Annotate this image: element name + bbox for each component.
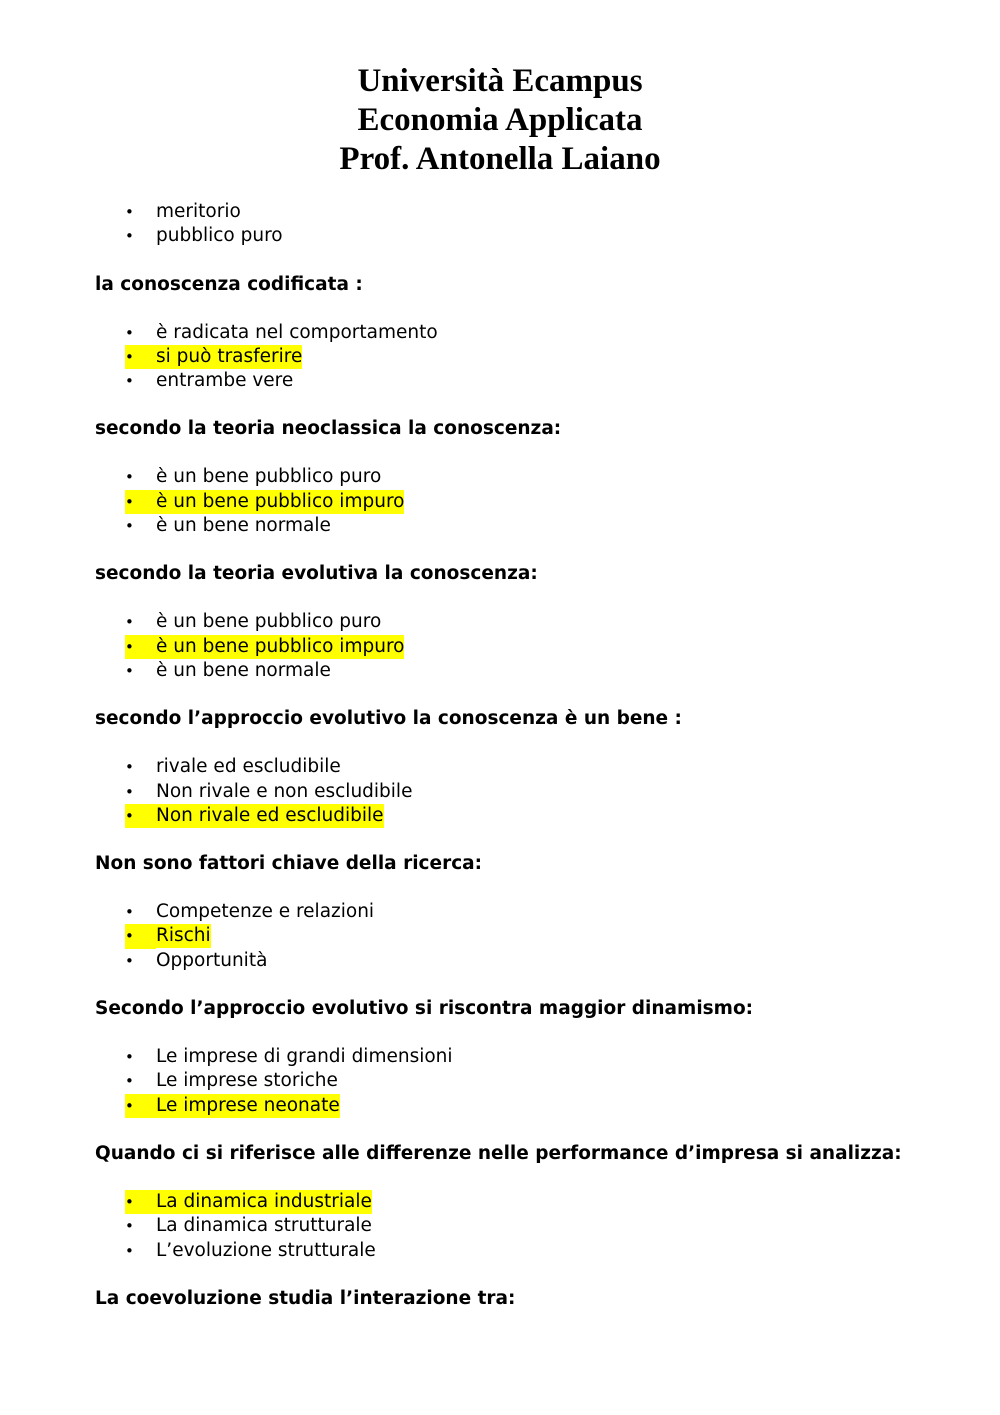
answer-text: Le imprese neonate — [156, 1094, 340, 1116]
answer-item-highlighted — [95, 924, 955, 948]
quiz-content — [95, 200, 955, 1335]
answer-item-highlighted — [95, 635, 955, 659]
bullet-icon: • — [125, 203, 134, 221]
answer-text: è un bene normale — [156, 659, 331, 681]
answer-text: L’evoluzione strutturale — [156, 1239, 376, 1261]
answer-item-highlighted — [95, 1190, 955, 1214]
bullet-icon: • — [125, 804, 156, 828]
answer-item — [95, 514, 955, 538]
answer-text: Le imprese di grandi dimensioni — [156, 1046, 453, 1068]
bullet-icon: • — [125, 468, 134, 487]
question-text: Quando ci si riferisce alle differenze nelle performance d’impresa si analizza: — [95, 1142, 902, 1164]
answer-text: si può trasferire — [156, 345, 303, 367]
answer-item-highlighted — [95, 490, 955, 514]
answer-text: Non rivale ed escludibile — [156, 804, 384, 826]
question-block — [95, 707, 955, 828]
answer-text: meritorio — [156, 201, 241, 222]
bullet-icon: • — [125, 323, 134, 342]
answer-text: è un bene pubblico puro — [156, 611, 382, 633]
bullet-icon: • — [125, 1241, 134, 1260]
answer-text: è un bene pubblico impuro — [156, 635, 405, 657]
answer-list — [95, 321, 955, 394]
answer-list — [95, 610, 955, 683]
answer-text: La dinamica strutturale — [156, 1215, 372, 1237]
answer-text: Rischi — [156, 925, 211, 947]
answer-text: Non rivale e non escludibile — [156, 780, 413, 802]
answer-item — [95, 465, 955, 489]
bullet-icon: • — [125, 758, 134, 777]
bullet-icon: • — [125, 490, 156, 514]
answer-item — [95, 755, 955, 779]
question-block — [95, 417, 955, 538]
answer-text: entrambe vere — [156, 370, 294, 392]
answer-text: è radicata nel comportamento — [156, 321, 438, 343]
intro-list — [95, 200, 955, 249]
course-title: Economia Applicata — [357, 102, 643, 138]
answer-list — [95, 1045, 955, 1118]
question-list — [95, 273, 955, 1311]
answer-item — [95, 224, 955, 248]
answer-item-highlighted — [95, 804, 955, 828]
answer-list — [95, 1190, 955, 1263]
document-header — [0, 62, 1000, 179]
answer-text: Competenze e relazioni — [156, 901, 375, 923]
answer-list — [95, 900, 955, 973]
university-title: Università Ecampus — [357, 63, 643, 99]
answer-list — [95, 465, 955, 538]
answer-item — [95, 610, 955, 634]
answer-item — [95, 780, 955, 804]
bullet-icon: • — [125, 661, 134, 680]
bullet-icon: • — [125, 1190, 156, 1214]
question-text: secondo la teoria neoclassica la conoscenza: — [95, 418, 562, 440]
bullet-icon: • — [125, 613, 134, 632]
bullet-icon: • — [125, 345, 156, 369]
answer-text: La dinamica industriale — [156, 1190, 372, 1212]
bullet-icon: • — [125, 951, 134, 970]
answer-item — [95, 1214, 955, 1238]
bullet-icon: • — [125, 1072, 134, 1091]
answer-text: è un bene normale — [156, 515, 331, 537]
bullet-icon: • — [125, 924, 156, 948]
answer-text: Le imprese storiche — [156, 1070, 338, 1092]
bullet-icon: • — [125, 1048, 134, 1067]
question-block — [95, 997, 955, 1118]
answer-item — [95, 1045, 955, 1069]
question-block — [95, 1287, 955, 1311]
answer-item — [95, 949, 955, 973]
answer-item — [95, 900, 955, 924]
answer-item — [95, 369, 955, 393]
question-block — [95, 562, 955, 683]
answer-item — [95, 1239, 955, 1263]
bullet-icon: • — [125, 1094, 156, 1118]
answer-list — [95, 755, 955, 828]
answer-item — [95, 1069, 955, 1093]
question-text: secondo la teoria evolutiva la conoscenza: — [95, 563, 538, 585]
question-text: La coevoluzione studia l’interazione tra: — [95, 1287, 516, 1309]
question-text: la conoscenza codificata : — [95, 273, 363, 295]
bullet-icon: • — [125, 782, 134, 801]
answer-text: è un bene pubblico puro — [156, 466, 382, 488]
answer-text: Opportunità — [156, 949, 268, 971]
answer-text: pubblico puro — [156, 225, 283, 247]
answer-item — [95, 200, 955, 224]
answer-text: rivale ed escludibile — [156, 756, 341, 778]
bullet-icon: • — [125, 227, 134, 246]
answer-item-highlighted — [95, 1094, 955, 1118]
question-block — [95, 852, 955, 973]
bullet-icon: • — [125, 635, 156, 659]
bullet-icon: • — [125, 517, 134, 536]
bullet-icon: • — [125, 1217, 134, 1236]
question-block — [95, 1142, 955, 1263]
question-text: secondo l’approccio evolutivo la conoscenza è un bene : — [95, 708, 682, 730]
answer-item — [95, 659, 955, 683]
answer-item-highlighted — [95, 345, 955, 369]
answer-item — [95, 321, 955, 345]
answer-text: è un bene pubblico impuro — [156, 490, 405, 512]
bullet-icon: • — [125, 903, 134, 922]
bullet-icon: • — [125, 372, 134, 391]
question-block — [95, 273, 955, 394]
professor-name: Prof. Antonella Laiano — [339, 141, 661, 177]
question-text: Secondo l’approccio evolutivo si riscontra maggior dinamismo: — [95, 998, 754, 1020]
question-text: Non sono fattori chiave della ricerca: — [95, 853, 483, 875]
